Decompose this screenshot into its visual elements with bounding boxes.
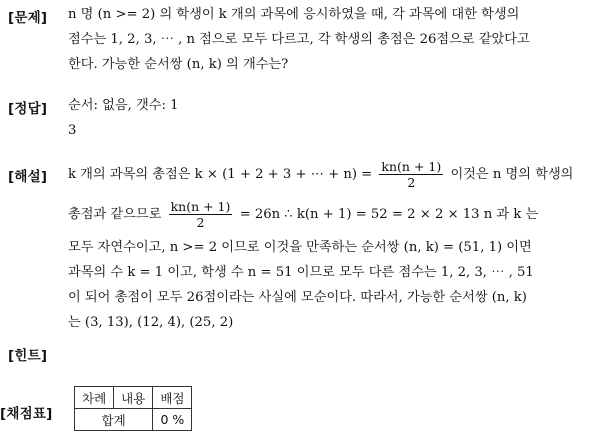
fraction-1: [379, 159, 443, 190]
fraction-1-denominator: 2: [407, 175, 416, 190]
scoring-header-order: 차례: [75, 387, 114, 409]
explanation-line-3: 모두 자연수이고, n >= 2 이므로 이것을 만족하는 순서쌍 (n, k) = (51, 1) 이면: [68, 240, 532, 255]
fraction-2-denominator: 2: [196, 215, 205, 230]
answer-body: [68, 93, 595, 143]
problem-line-1: n 명 (n >= 2) 의 학생이 k 개의 과목에 응시하였을 때, 각 과목에 대한 학생의: [68, 7, 520, 22]
fraction-2-numerator: kn(n + 1): [170, 199, 231, 214]
scoring-table-total-row: [75, 409, 192, 431]
explanation-line-6: 는 (3, 13), (12, 4), (25, 2): [68, 315, 234, 330]
problem-line-3: 한다. 가능한 순서쌍 (n, k) 의 개수는?: [68, 57, 289, 72]
explanation-line-1-text-a: k 개의 과목의 총점은 k × (1 + 2 + 3 + ⋯ + n) =: [68, 167, 373, 182]
scoring-total-value: 0 %: [153, 409, 192, 431]
scoring-header-points: 배점: [153, 387, 192, 409]
answer-line-1: 순서: 없음, 갯수: 1: [68, 98, 179, 113]
hint-label: [힌트]: [8, 348, 48, 364]
problem-label: [문제]: [8, 10, 48, 26]
scoring-total-label: 합계: [75, 409, 153, 431]
explanation-label: [해설]: [8, 169, 48, 185]
explanation-line-2: [68, 195, 595, 235]
problem-body: [68, 2, 595, 77]
answer-label: [정답]: [8, 101, 48, 117]
explanation-line-5: 이 되어 총점이 모두 26점이라는 사실에 모순이다. 따라서, 가능한 순서쌍 (n, k): [68, 290, 527, 305]
explanation-line-2-text-b: = 26n ∴ k(n + 1) = 52 = 2 × 2 × 13 n 과 k 는: [239, 207, 539, 222]
explanation-line-1-text-b: 이것은 n 명의 학생의: [450, 167, 574, 182]
explanation-line-1: [68, 155, 595, 195]
explanation-body: [68, 155, 595, 335]
fraction-1-numerator: kn(n + 1): [381, 159, 442, 174]
problem-line-2: 점수는 1, 2, 3, ⋯ , n 점으로 모두 다르고, 각 학생의 총점은 26점으로 같았다고: [68, 32, 530, 47]
scoring-label: [채점표]: [0, 406, 53, 422]
fraction-2: [169, 199, 233, 230]
scoring-table: [74, 386, 192, 431]
explanation-line-4: 과목의 수 k = 1 이고, 학생 수 n = 51 이므로 모두 다른 점수는 1, 2, 3, ⋯ , 51: [68, 265, 534, 280]
answer-line-2: 3: [68, 123, 77, 138]
explanation-line-2-text-a: 총점과 같으므로: [68, 207, 162, 222]
scoring-table-header-row: [75, 387, 192, 409]
scoring-header-content: 내용: [114, 387, 153, 409]
